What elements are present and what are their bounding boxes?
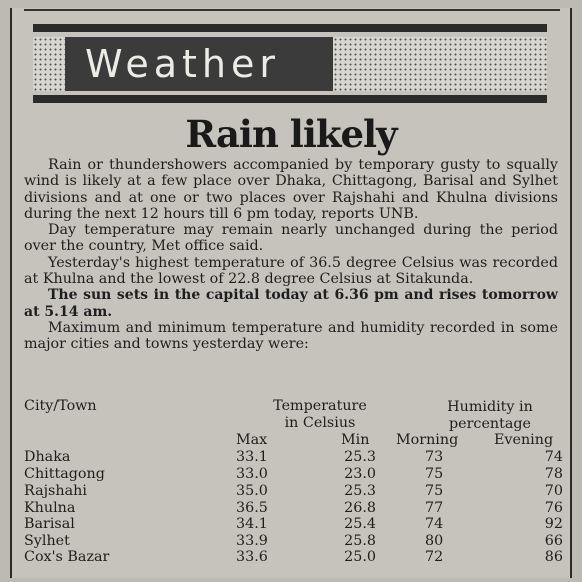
header-morning: Morning [396, 432, 459, 448]
row-evening: 76 [544, 500, 563, 516]
header-city: City/Town [24, 398, 97, 414]
row-max: 33.9 [236, 533, 268, 549]
article-body [24, 157, 558, 353]
row-evening: 74 [544, 449, 563, 465]
row-max: 34.1 [236, 516, 268, 532]
row-evening: 66 [544, 533, 563, 549]
header-evening: Evening [494, 432, 554, 448]
row-evening: 86 [544, 549, 563, 565]
row-morning: 75 [425, 483, 444, 499]
row-city: Cox's Bazar [24, 549, 110, 565]
row-city: Barisal [24, 516, 75, 532]
banner-rule-top [33, 24, 547, 32]
row-morning: 80 [425, 533, 444, 549]
row-morning: 77 [425, 500, 444, 516]
header-humidity: Humidity in [447, 399, 533, 415]
row-min: 25.3 [344, 483, 376, 499]
headline: Rain likely [185, 112, 397, 156]
row-max: 33.0 [236, 466, 268, 482]
row-city: Khulna [24, 500, 76, 516]
paragraph: Maximum and minimum temperature and humidity recorded in some major cities and towns yesterday were: [24, 319, 558, 353]
header-temperature: Temperature [273, 398, 367, 414]
row-evening: 78 [544, 466, 563, 482]
row-min: 23.0 [344, 466, 376, 482]
section-title: Weather [65, 37, 333, 91]
row-evening: 70 [544, 483, 563, 499]
row-min: 25.0 [344, 549, 376, 565]
banner-rule-bottom [33, 95, 547, 103]
paragraph: Day temperature may remain nearly unchanged during the period over the country, Met office said. [24, 222, 558, 255]
row-morning: 72 [425, 549, 444, 565]
row-min: 25.8 [344, 533, 376, 549]
row-max: 36.5 [236, 500, 268, 516]
paragraph-sun-times: The sun sets in the capital today at 6.36 pm and rises tomorrow at 5.14 am. [24, 287, 558, 320]
paragraph: Rain or thundershowers accompanied by temporary gusty to squally wind is likely at a few place over Dhaka, Chittagong, Barisal and Sylhet divisions and at one or two places over Rajshahi and Khulna divisions during the next 12 hours till 6 pm today, reports UNB. [24, 157, 558, 222]
row-morning: 75 [425, 466, 444, 482]
header-min: Min [341, 432, 370, 448]
row-max: 33.1 [236, 449, 268, 465]
paragraph: Yesterday's highest temperature of 36.5 degree Celsius was recorded at Khulna and the lowest of 22.8 degree Celsius at Sitakunda. [24, 254, 558, 288]
row-morning: 74 [425, 516, 444, 532]
row-min: 25.4 [344, 516, 376, 532]
row-city: Dhaka [24, 449, 71, 465]
header-temperature-unit: in Celsius [284, 415, 356, 431]
row-city: Sylhet [24, 533, 70, 549]
row-city: Chittagong [24, 466, 105, 482]
row-min: 26.8 [344, 500, 376, 516]
row-city: Rajshahi [24, 483, 87, 499]
row-morning: 73 [425, 449, 444, 465]
row-evening: 92 [544, 516, 563, 532]
header-max: Max [236, 432, 268, 448]
header-humidity-unit: percentage [448, 416, 531, 432]
row-min: 25.3 [344, 449, 376, 465]
top-rule [24, 9, 560, 11]
row-max: 35.0 [236, 483, 268, 499]
row-max: 33.6 [236, 549, 268, 565]
